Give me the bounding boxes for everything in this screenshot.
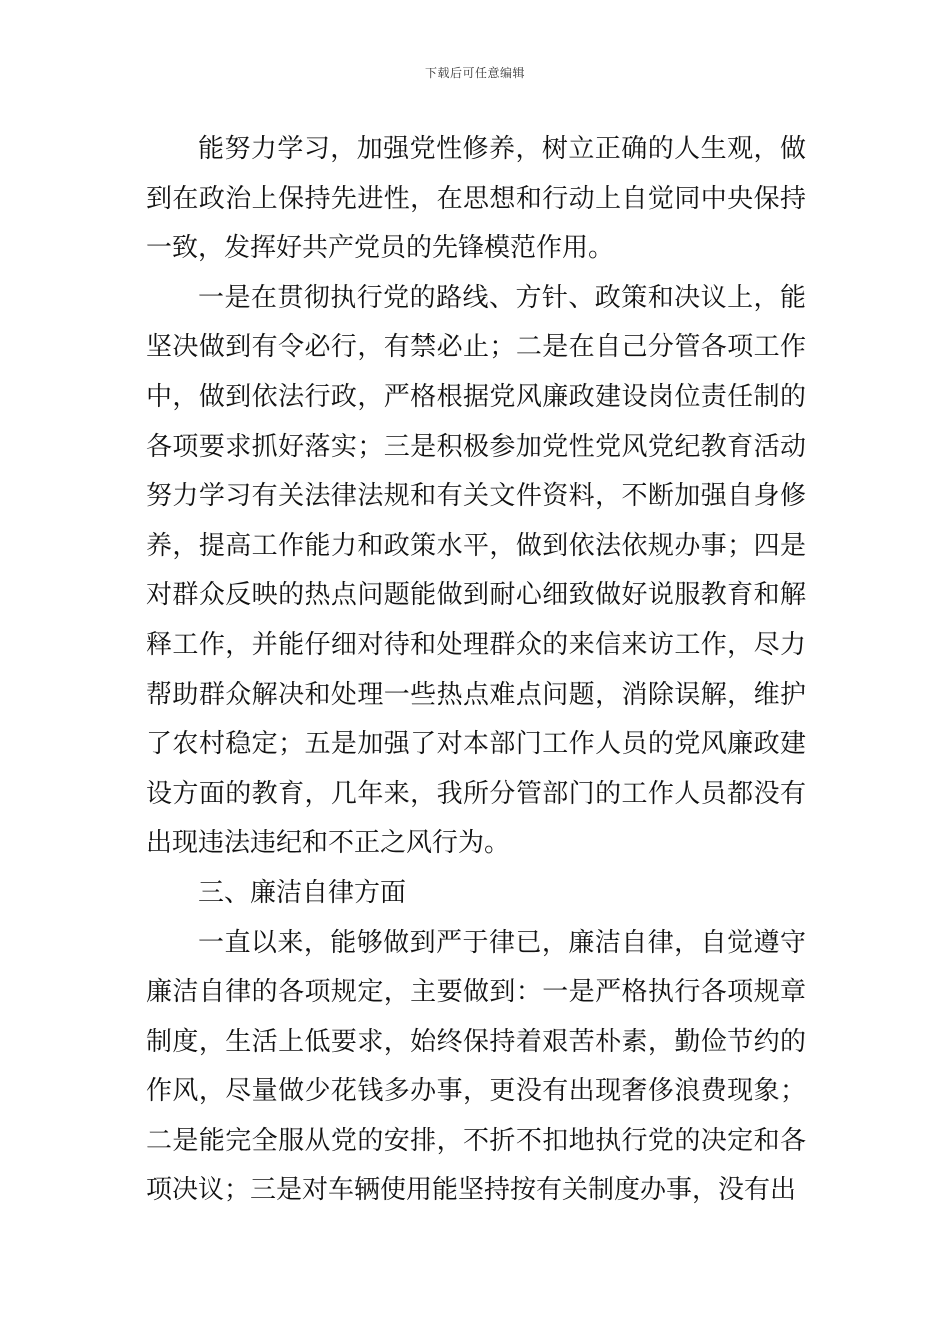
paragraph-self-discipline: 一直以来，能够做到严于律已，廉洁自律，自觉遵守廉洁自律的各项规定，主要做到：一是严格执行各项规章制度，生活上低要求，始终保持着艰苦朴素，勤俭节约的作风，尽量做少花钱多办事，更没有出现奢侈浪费现象；二是能完全服从党的安排，不折不扣地执行党的决定和各项决议；三是对车辆使用能坚持按有关制度办事，没有出	[146, 927, 806, 1206]
page-header: 下载后可任意编辑	[424, 66, 525, 80]
section-heading-integrity: 三、廉洁自律方面	[198, 877, 407, 908]
paragraph-party-spirit: 能努力学习，加强党性修养，树立正确的人生观，做到在政治上保持先进性，在思想和行动上自觉同中央保持一致，发挥好共产党员的先锋模范作用。	[146, 134, 806, 264]
paragraph-implementation: 一是在贯彻执行党的路线、方针、政策和决议上，能坚决做到有令必行，有禁必止；二是在自己分管各项工作中，做到依法行政，严格根据党风廉政建设岗位责任制的各项要求抓好落实；三是积极参加党性党风党纪教育活动努力学习有关法律法规和有关文件资料，不断加强自身修养，提高工作能力和政策水平，做到依法依规办事；四是对群众反映的热点问题能做到耐心细致做好说服教育和解释工作，并能仔细对待和处理群众的来信来访工作，尽力帮助群众解决和处理一些热点难点问题，消除误解，维护了农村稳定；五是加强了对本部门工作人员的党风廉政建设方面的教育，几年来，我所分管部门的工作人员都没有出现违法违纪和不正之风行为。	[146, 282, 806, 859]
document-body	[146, 125, 806, 1216]
